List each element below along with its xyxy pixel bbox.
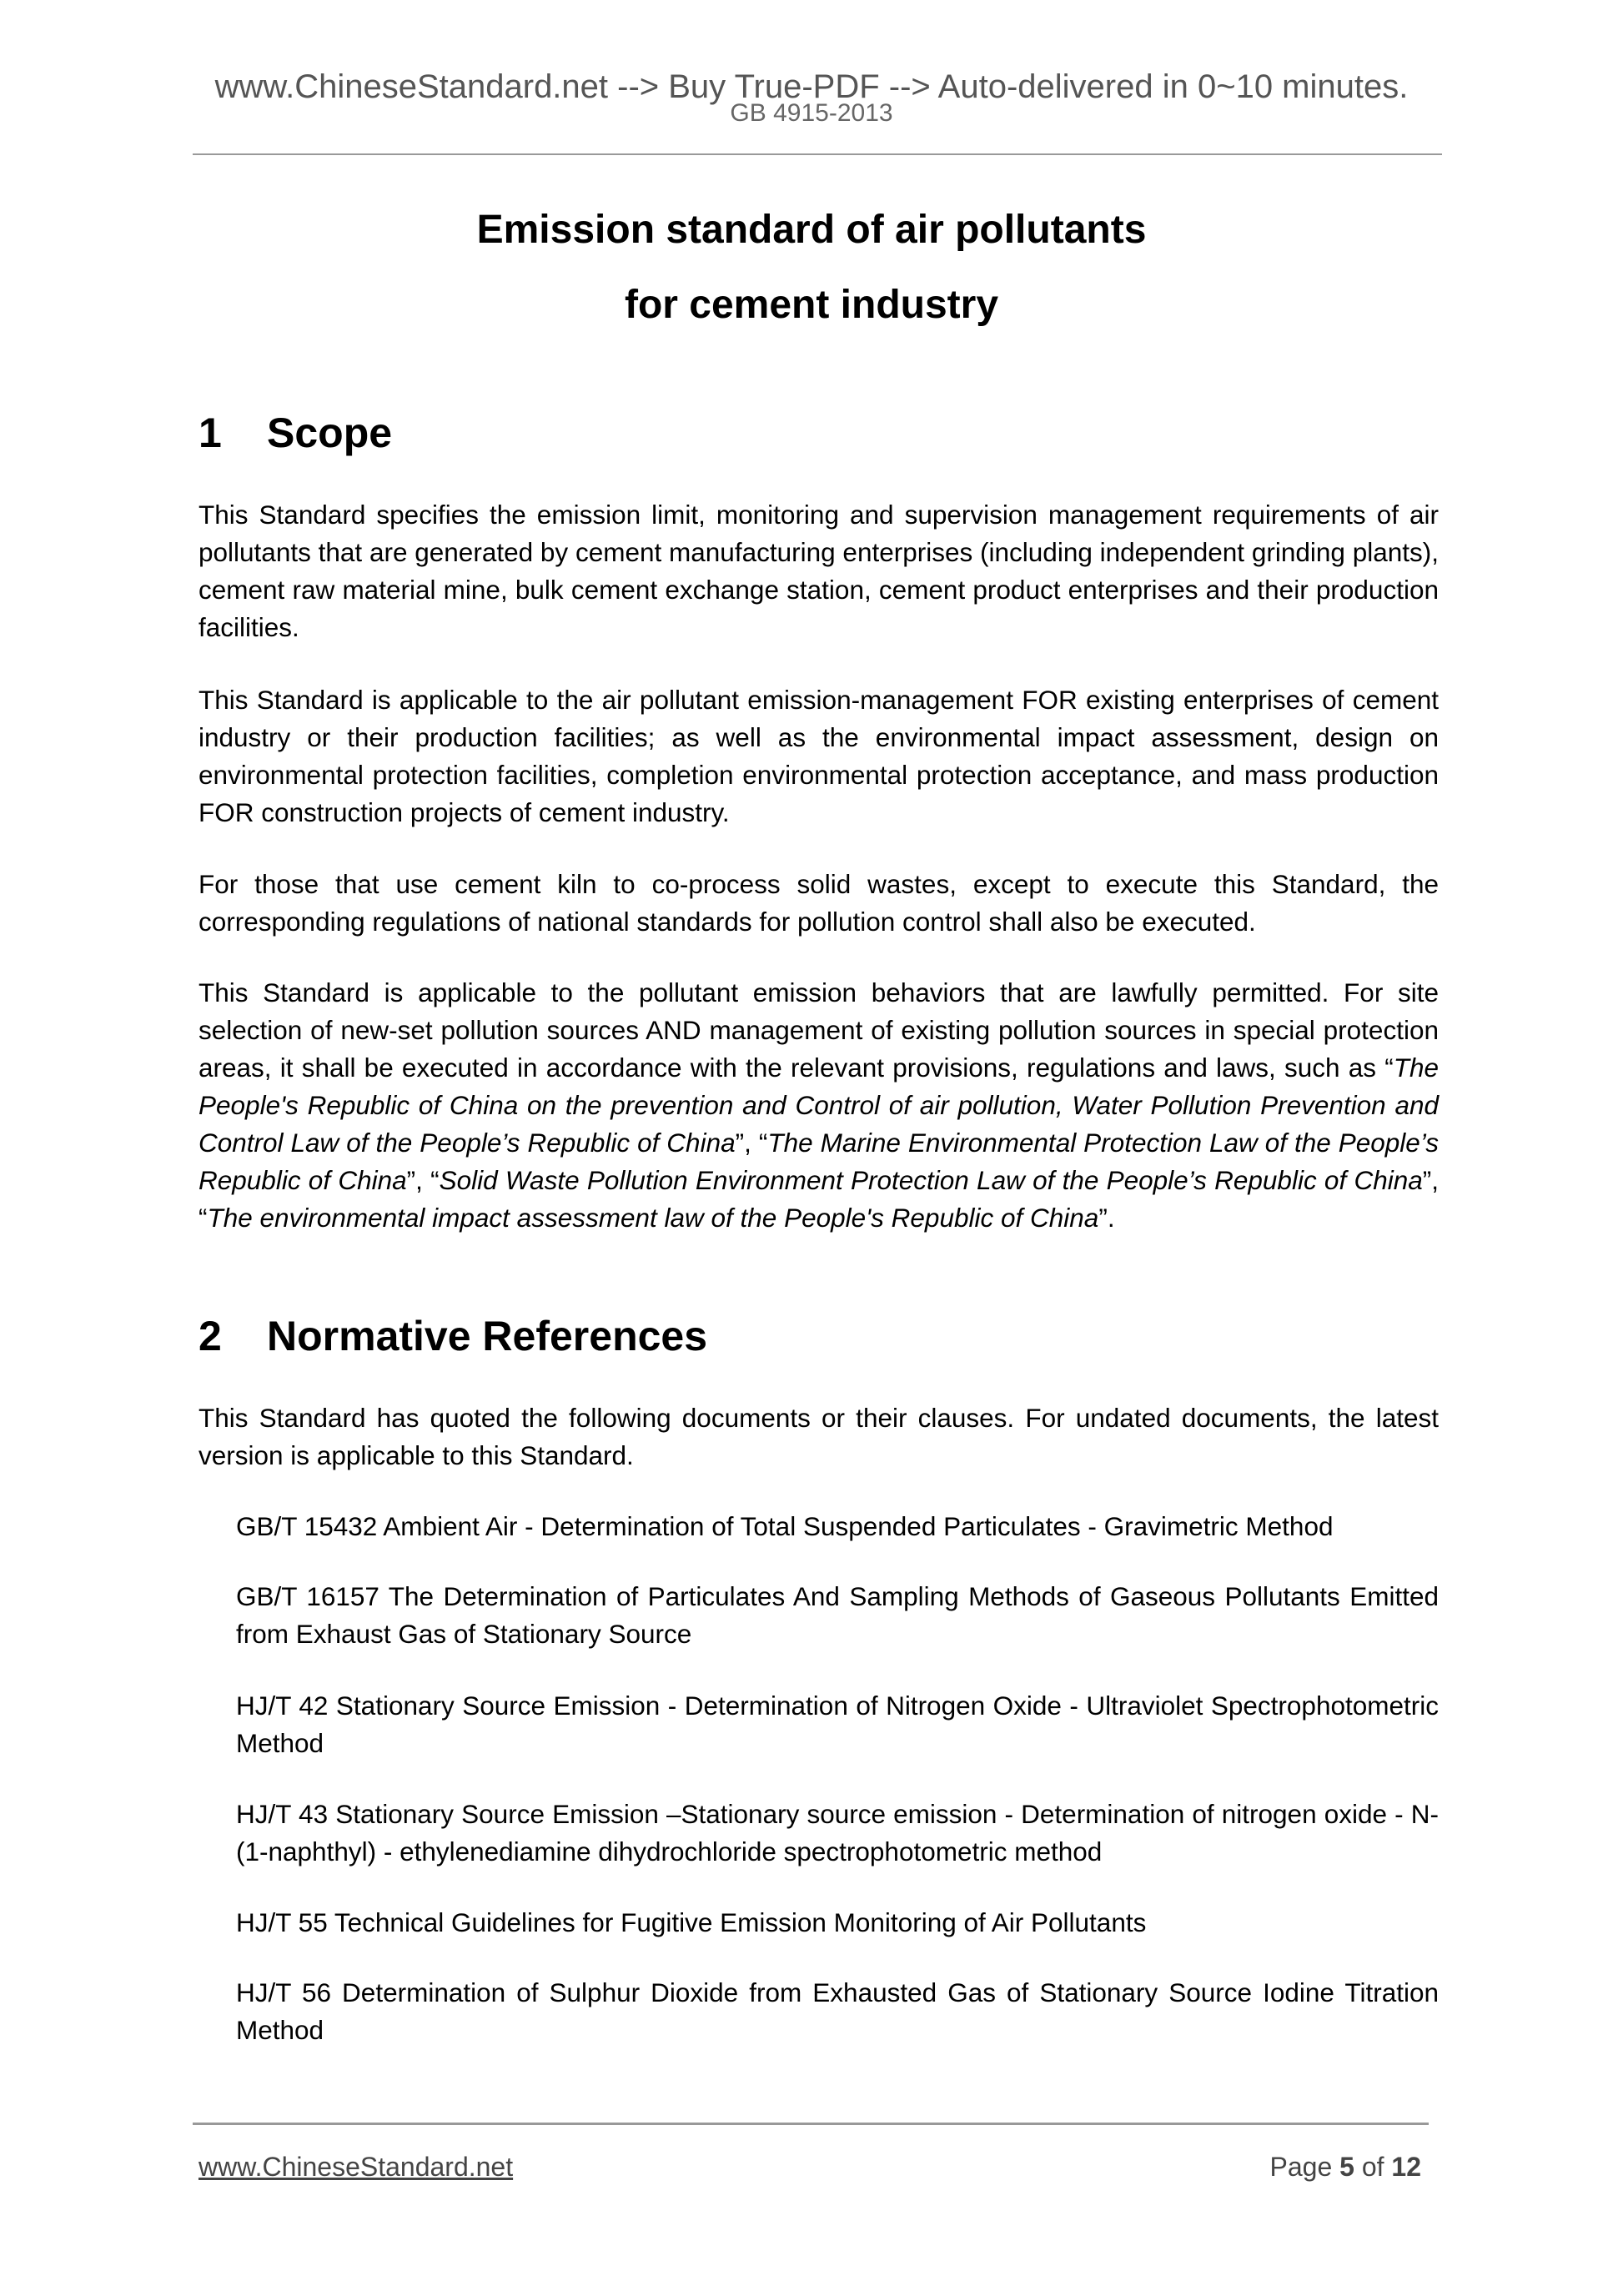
law-title: The People's Republic of China on the prevention and Control of air pollution, Water Pollution Prevention and Control Law of the People’s Republic of China bbox=[198, 1053, 1439, 1158]
section-number: 2 bbox=[198, 1313, 222, 1359]
page-current: 5 bbox=[1339, 2152, 1354, 2182]
paragraph-laws bbox=[198, 974, 1439, 1237]
header-banner: www.ChineseStandard.net --> Buy True-PDF --> Auto-delivered in 0~10 minutes. bbox=[214, 68, 1409, 105]
page-of: of bbox=[1354, 2152, 1392, 2182]
law-title: The environmental impact assessment law of the People's Republic of China bbox=[207, 1203, 1099, 1233]
section-title: Scope bbox=[267, 409, 393, 456]
reference-item: HJ/T 55 Technical Guidelines for Fugitive Emission Monitoring of Air Pollutants bbox=[236, 1907, 1147, 1937]
paragraph: This Standard is applicable to the air pollutant emission-management FOR existing enterprises of cement industry or their production facilities; as well as the environmental impact assessment, design on environmental protection facilities, completion environmental protection acceptance, and mass production FOR construction projects of cement industry. bbox=[198, 685, 1439, 827]
footer-website-link[interactable]: www.ChineseStandard.net bbox=[198, 2152, 514, 2182]
text: ”, “ bbox=[198, 1165, 1439, 1233]
paragraph: This Standard specifies the emission limit, monitoring and supervision management requirements of air pollutants that are generated by cement manufacturing enterprises (including independent grinding plants), cement raw material mine, bulk cement exchange station, cement product enterprises and their production facilities. bbox=[198, 500, 1439, 642]
text: ”. bbox=[1098, 1203, 1115, 1233]
reference-item: HJ/T 56 Determination of Sulphur Dioxide from Exhausted Gas of Stationary Source Iodine Titration Method bbox=[236, 1977, 1439, 2045]
document-title-line2: for cement industry bbox=[624, 283, 999, 327]
reference-item: HJ/T 43 Stationary Source Emission –Stationary source emission - Determination of nitrogen oxide - N-(1-naphthyl) - ethylenediamine dihydrochloride spectrophotometric method bbox=[236, 1799, 1439, 1866]
reference-item: HJ/T 42 Stationary Source Emission - Determination of Nitrogen Oxide - Ultraviolet Spectrophotometric Method bbox=[236, 1691, 1439, 1758]
text: ”, “ bbox=[735, 1128, 768, 1158]
law-title: The Marine Environmental Protection Law of the People’s Republic of China bbox=[198, 1128, 1440, 1195]
footer-divider bbox=[193, 2123, 1429, 2125]
section-number: 1 bbox=[198, 409, 222, 456]
text: ”, “ bbox=[406, 1165, 440, 1195]
page-label: Page bbox=[1269, 2152, 1340, 2182]
paragraph: For those that use cement kiln to co-process solid wastes, except to execute this Standard, the corresponding regulations of national standards for pollution control shall also be executed. bbox=[198, 869, 1439, 937]
law-title: Solid Waste Pollution Environment Protection Law of the People’s Republic of China bbox=[439, 1165, 1423, 1195]
header-divider bbox=[193, 153, 1442, 155]
paragraph: This Standard has quoted the following documents or their clauses. For undated documents, the latest version is applicable to this Standard. bbox=[198, 1403, 1439, 1470]
page-indicator bbox=[1270, 2150, 1421, 2183]
page-total: 12 bbox=[1391, 2152, 1421, 2182]
reference-item: GB/T 16157 The Determination of Particulates And Sampling Methods of Gaseous Pollutants Emitted from Exhaust Gas of Stationary Source bbox=[236, 1581, 1439, 1649]
text: This Standard is applicable to the pollutant emission behaviors that are lawfully permitted. For site selection of new-set pollution sources AND management of existing pollution sources in special protection areas, it shall be executed in accordance with the relevant provisions, regulations and laws, such as “ bbox=[198, 977, 1439, 1083]
standard-code: GB 4915-2013 bbox=[730, 99, 893, 127]
section-heading-normative-references bbox=[198, 1311, 707, 1361]
document-title-line1: Emission standard of air pollutants bbox=[476, 208, 1147, 252]
reference-item: GB/T 15432 Ambient Air - Determination of Total Suspended Particulates - Gravimetric Method bbox=[236, 1511, 1334, 1541]
section-title: Normative References bbox=[267, 1313, 708, 1359]
section-heading-scope bbox=[198, 408, 392, 458]
